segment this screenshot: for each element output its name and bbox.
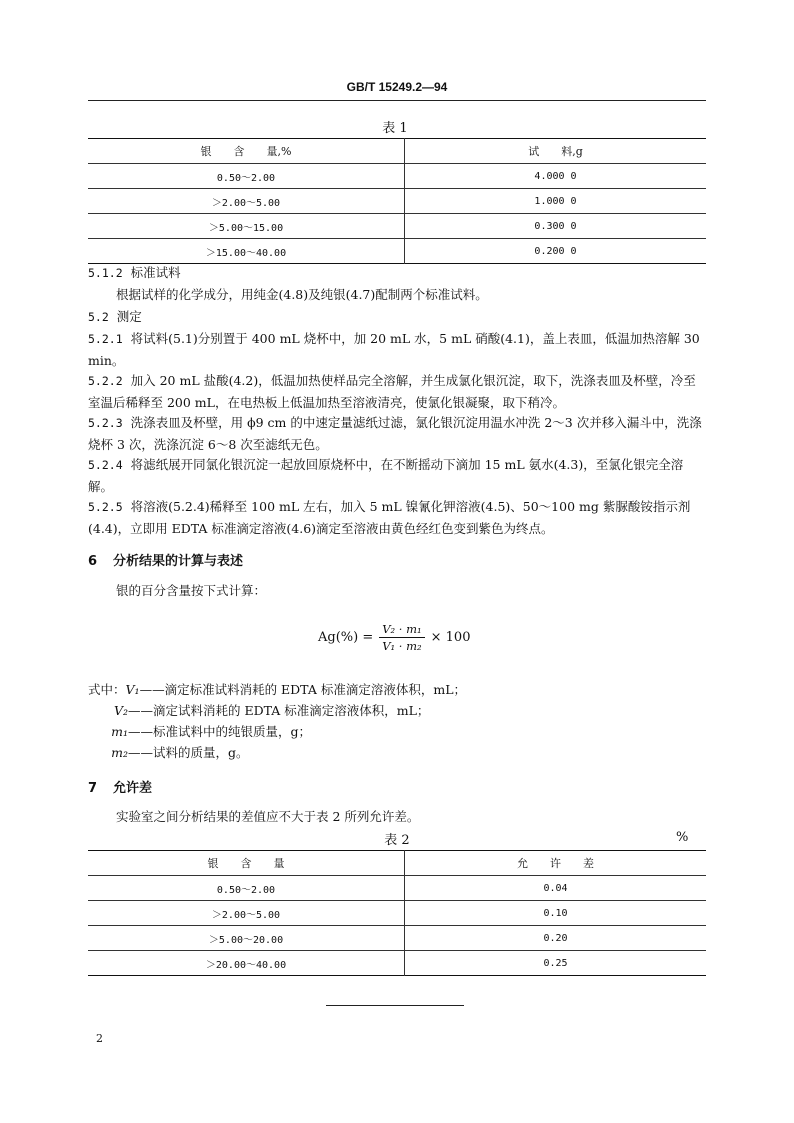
table2-cell: 0.10 — [543, 907, 568, 919]
table2-header-silver: 银 含 量 — [88, 851, 405, 876]
end-rule — [326, 1005, 464, 1006]
page-number: 2 — [96, 1032, 103, 1045]
table1-cell: 4.000 0 — [534, 170, 577, 182]
section-7-title — [88, 777, 152, 796]
legend-symbol: m₁ — [111, 724, 128, 739]
table2-cell: 0.20 — [543, 932, 568, 944]
table1 — [88, 138, 706, 264]
table2-cell: 0.50～2.00 — [88, 876, 405, 901]
section-5-2-5 — [88, 496, 708, 539]
table1-cell: 0.300 0 — [534, 220, 577, 232]
page-header-code: GB/T 15249.2—94 — [346, 80, 448, 94]
formula-lhs: Ag(%) = — [318, 630, 374, 645]
section-6-intro: 银的百分含量按下式计算： — [116, 583, 267, 598]
legend-symbol: V₂ — [113, 703, 128, 718]
section-text: 加入 20 mL 盐酸(4.2)，低温加热使样品完全溶解，并生成氯化银沉淀，取下，洗涤表皿及杯壁，冷至室温后稀释至 200 mL，在电热板上低温加热至溶液清亮，使氯化银凝聚，取下稍冷。 — [88, 373, 696, 410]
table2-header-tolerance: 允 许 差 — [517, 857, 594, 870]
section-7-intro: 实验室之间分析结果的差值应不大于表 2 所列允许差。 — [116, 809, 420, 824]
table2-caption: 表 2 — [384, 833, 410, 848]
section-text: 将试料(5.1)分别置于 400 mL 烧杯中，加 20 mL 水，5 mL 硝酸(4.1)，盖上表皿，低温加热溶解 30 min。 — [88, 331, 700, 368]
section-5-2-3 — [88, 412, 708, 455]
section-6-title — [88, 550, 243, 569]
section-number: 5.2.5 — [88, 500, 123, 514]
legend-description: ——滴定试料消耗的 EDTA 标准滴定溶液体积，mL； — [128, 703, 430, 718]
table2-cell: ＞2.00～5.00 — [88, 901, 405, 926]
section-number: 5.2.1 — [88, 332, 123, 346]
table1-cell: ＞2.00～5.00 — [88, 189, 405, 214]
section-title: 标准试料 — [130, 265, 181, 280]
table2-cell: 0.04 — [543, 882, 568, 894]
legend-description: ——试料的质量，g。 — [128, 745, 249, 760]
section-title: 分析结果的计算与表述 — [113, 554, 244, 569]
legend-prefix: 式中： — [88, 682, 126, 697]
section-text: 将滤纸展开同氯化银沉淀一起放回原烧杯中，在不断摇动下滴加 15 mL 氨水(4.3)，至氯化银完全溶解。 — [88, 457, 684, 494]
legend-row — [88, 721, 466, 742]
section-number: 5.2.2 — [88, 374, 123, 388]
section-number: 5.2.4 — [88, 458, 123, 472]
section-5-2-2 — [88, 370, 708, 413]
table1-header-sample: 试 料,g — [528, 145, 583, 158]
legend-row — [88, 679, 466, 700]
section-number: 5.1.2 — [88, 266, 123, 280]
legend-symbol: V₁ — [125, 682, 140, 697]
section-title: 允许差 — [113, 781, 153, 796]
section-5-2-heading — [88, 306, 708, 328]
table2-unit: % — [676, 830, 689, 845]
section-number: 7 — [88, 781, 98, 796]
formula-denominator: V₁ · m₂ — [382, 639, 422, 653]
table1-caption: 表 1 — [382, 121, 408, 136]
section-5-2-4 — [88, 454, 708, 497]
silver-formula — [318, 622, 470, 653]
section-title: 测定 — [116, 309, 142, 324]
section-number: 5.2.3 — [88, 416, 123, 430]
legend-description: ——滴定标准试料消耗的 EDTA 标准滴定溶液体积，mL； — [139, 682, 466, 697]
table2 — [88, 850, 706, 976]
formula-numerator: V₂ · m₁ — [379, 622, 424, 638]
table2-cell: 0.25 — [543, 957, 568, 969]
table1-cell: 1.000 0 — [534, 195, 577, 207]
section-5-1-2-text: 根据试样的化学成分，用纯金(4.8)及纯银(4.7)配制两个标准试料。 — [116, 287, 488, 302]
formula-rhs: × 100 — [430, 630, 471, 645]
formula-fraction — [379, 622, 424, 653]
section-text: 洗涤表皿及杯壁，用 ϕ9 cm 的中速定量滤纸过滤，氯化银沉淀用温水冲洗 2～3 次并移入漏斗中，洗涤烧杯 3 次，洗涤沉淀 6～8 次至滤纸无色。 — [88, 415, 702, 452]
legend-row — [88, 700, 466, 721]
header-rule — [88, 100, 706, 101]
section-text: 将溶液(5.2.4)稀释至 100 mL 左右，加入 5 mL 镍氰化钾溶液(4.5)、50～100 mg 紫脲酸铵指示剂(4.4)，立即用 EDTA 标准滴定溶液(4.6)滴定至溶液由黄色经红色变到紫色为终点。 — [88, 499, 691, 536]
section-5-1-2-heading — [88, 262, 708, 284]
formula-legend — [88, 679, 466, 763]
section-5-2-1 — [88, 328, 708, 371]
table1-cell: ＞5.00～15.00 — [88, 214, 405, 239]
table1-cell: 0.50～2.00 — [88, 164, 405, 189]
section-number: 6 — [88, 554, 98, 569]
legend-description: ——标准试料中的纯银质量，g； — [128, 724, 312, 739]
table2-cell: ＞20.00～40.00 — [88, 951, 405, 976]
legend-row — [88, 742, 466, 763]
table1-cell: ＞15.00～40.00 — [88, 239, 405, 264]
section-number: 5.2 — [88, 310, 109, 324]
table1-header-silver: 银 含 量,% — [88, 139, 405, 164]
legend-symbol: m₂ — [111, 745, 128, 760]
table1-cell: 0.200 0 — [534, 245, 577, 257]
table2-cell: ＞5.00～20.00 — [88, 926, 405, 951]
